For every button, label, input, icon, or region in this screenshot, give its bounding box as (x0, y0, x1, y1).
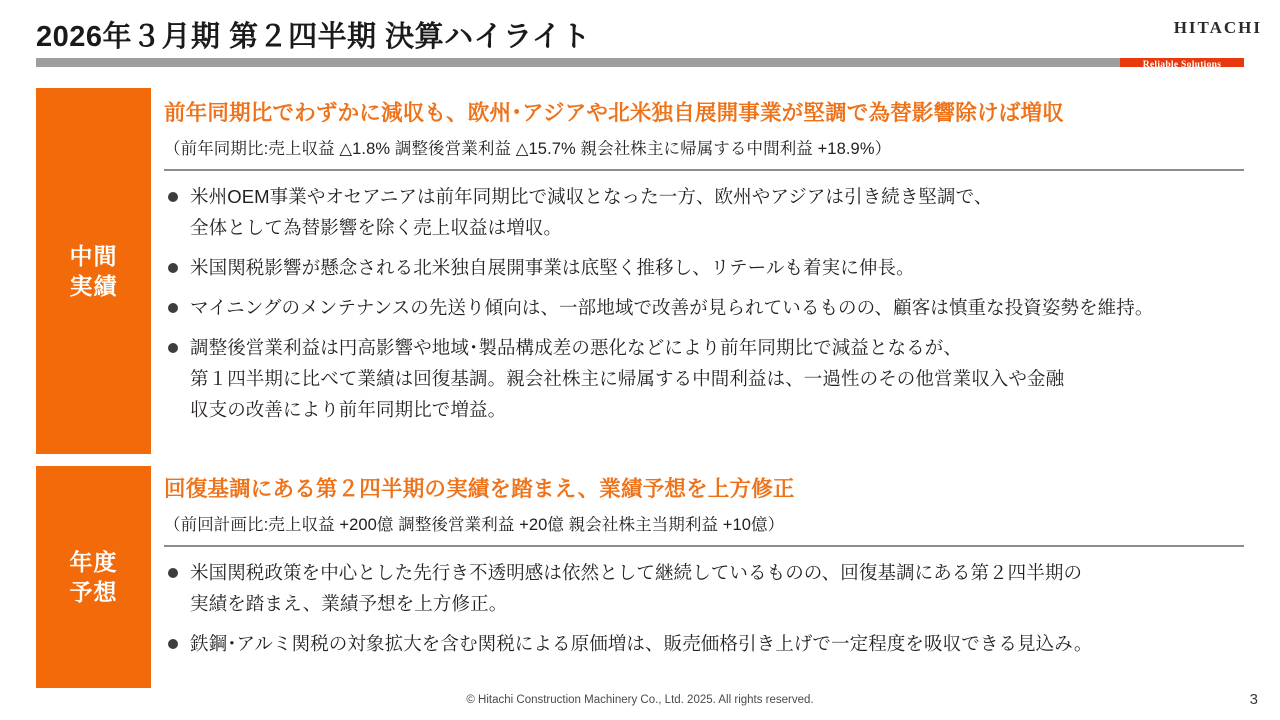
hitachi-logo: HITACHI (1173, 18, 1262, 37)
bullet-list-forecast (164, 547, 1244, 659)
copyright-text: © Hitachi Construction Machinery Co., Ltd. 2025. All rights reserved. (466, 694, 814, 706)
list-item (164, 557, 1244, 619)
bullet-line: 調整後営業利益は円高影響や地域･製品構成差の悪化などにより前年同期比で減益となるが、 (190, 337, 962, 358)
list-item (164, 628, 1244, 659)
section-label-interim (36, 88, 151, 454)
section-body-interim (164, 88, 1244, 434)
bullet-line: 収支の改善により前年同期比で増益。 (190, 399, 507, 420)
bullet-line: マイニングのメンテナンスの先送り傾向は、一部地域で改善が見られているものの、顧客は慎重な投資姿勢を維持。 (190, 297, 1154, 318)
section-subline: （前回計画比:売上収益 +200億 調整後営業利益 +20億 親会社株主当期利益 +10億） (164, 516, 785, 534)
section-subline: （前年同期比:売上収益 △1.8% 調整後営業利益 △15.7% 親会社株主に帰属する中間利益 +18.9%） (164, 140, 892, 158)
list-item (164, 181, 1244, 243)
brand-tagline: Reliable Solutions (1142, 60, 1222, 70)
list-item (164, 252, 1244, 283)
section-label-line2: 実績 (69, 273, 118, 299)
bullet-line: 米国関税影響が懸念される北米独自展開事業は底堅く推移し、リテールも着実に伸長。 (190, 257, 915, 278)
section-headline: 回復基調にある第２四半期の実績を踏まえ、業績予想を上方修正 (164, 477, 795, 501)
bullet-line: 米州OEM事業やオセアニアは前年同期比で減収となった一方、欧州やアジアは引き続き堅調で、 (190, 186, 993, 207)
section-label-line2: 予想 (69, 579, 118, 605)
bullet-line: 鉄鋼･アルミ関税の対象拡大を含む関税による原価増は、販売価格引き上げで一定程度を吸収できる見込み。 (190, 633, 1093, 654)
bullet-list-interim (164, 171, 1244, 425)
bullet-line: 米国関税政策を中心とした先行き不透明感は依然として継続しているものの、回復基調にある第２四半期の (190, 562, 1083, 583)
bullet-dot-icon (168, 639, 178, 649)
list-item (164, 332, 1244, 425)
header-divider (36, 58, 1244, 67)
bullet-dot-icon (168, 343, 178, 353)
bullet-line: 実績を踏まえ、業績予想を上方修正。 (190, 593, 508, 614)
section-label-forecast (36, 466, 151, 688)
bullet-dot-icon (168, 192, 178, 202)
bullet-dot-icon (168, 568, 178, 578)
section-label-line1: 年度 (69, 549, 118, 575)
bullet-dot-icon (168, 303, 178, 313)
section-label-line1: 中間 (69, 243, 118, 269)
bullet-line: 第１四半期に比べて業績は回復基調。親会社株主に帰属する中間利益は、一過性のその他営業収入や金融 (190, 368, 1065, 389)
page-title: 2026年３月期 第２四半期 決算ハイライト (36, 21, 591, 53)
page-number: 3 (1249, 691, 1258, 708)
section-annual-forecast (36, 466, 1244, 688)
bullet-line: 全体として為替影響を除く売上収益は増収。 (190, 217, 563, 238)
bullet-dot-icon (168, 263, 178, 273)
list-item (164, 292, 1244, 323)
section-interim-results (36, 88, 1244, 454)
section-headline: 前年同期比でわずかに減収も、欧州･アジアや北米独自展開事業が堅調で為替影響除けば増収 (164, 101, 1064, 125)
section-body-forecast (164, 466, 1244, 668)
